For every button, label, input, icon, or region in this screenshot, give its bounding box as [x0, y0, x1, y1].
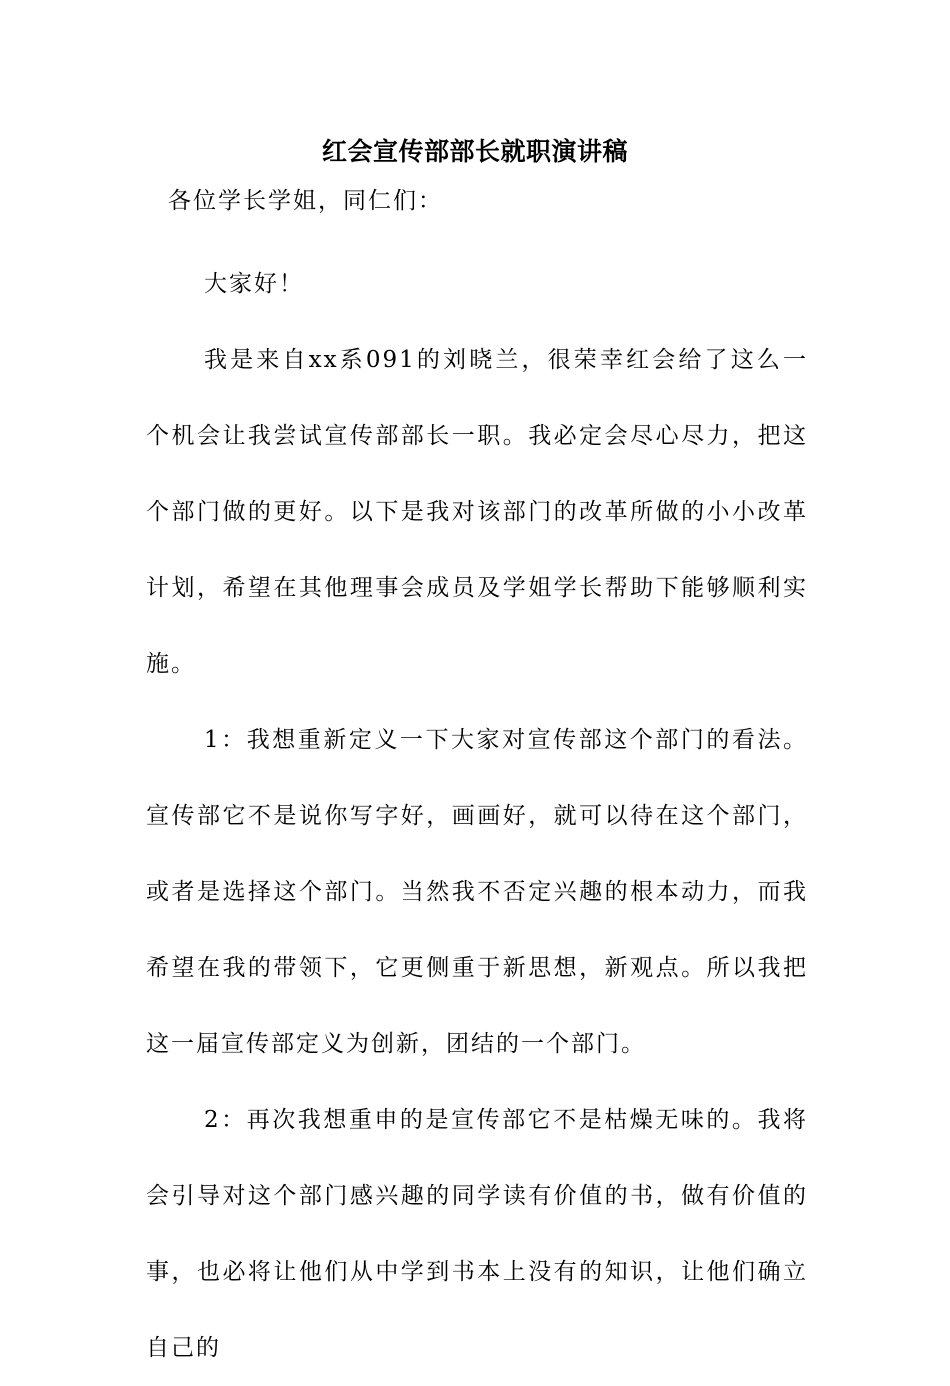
- paragraph-introduction: 我是来自xx系091的刘晓兰，很荣幸红会给了这么一个机会让我尝试宣传部部长一职。我必定会尽心尽力，把这个部门做的更好。以下是我对该部门的改革所做的小小改革计划，希望在其他理事会成员及学姐学长帮助下能够顺利实施。: [146, 347, 808, 677]
- document-title: 红会宣传部部长就职演讲稿: [321, 137, 628, 166]
- paragraph-point-2: 2：再次我想重申的是宣传部它不是枯燥无味的。我将会引导对这个部门感兴趣的同学读有价值的书，做有价值的事，也必将让他们从中学到书本上没有的知识，让他们确立自己的: [146, 1107, 808, 1361]
- salutation: 各位学长学姐，同仁们：: [168, 188, 443, 214]
- document-body: [146, 246, 808, 1386]
- paragraph-point-1: 1：我想重新定义一下大家对宣传部这个部门的看法。宣传部它不是说你写字好，画画好，就可以待在这个部门，或者是选择这个部门。当然我不否定兴趣的根本动力，而我希望在我的带领下，它更侧重于新思想，新观点。所以我把这一届宣传部定义为创新，团结的一个部门。: [146, 727, 808, 1057]
- paragraph-greeting: 大家好！: [204, 271, 304, 297]
